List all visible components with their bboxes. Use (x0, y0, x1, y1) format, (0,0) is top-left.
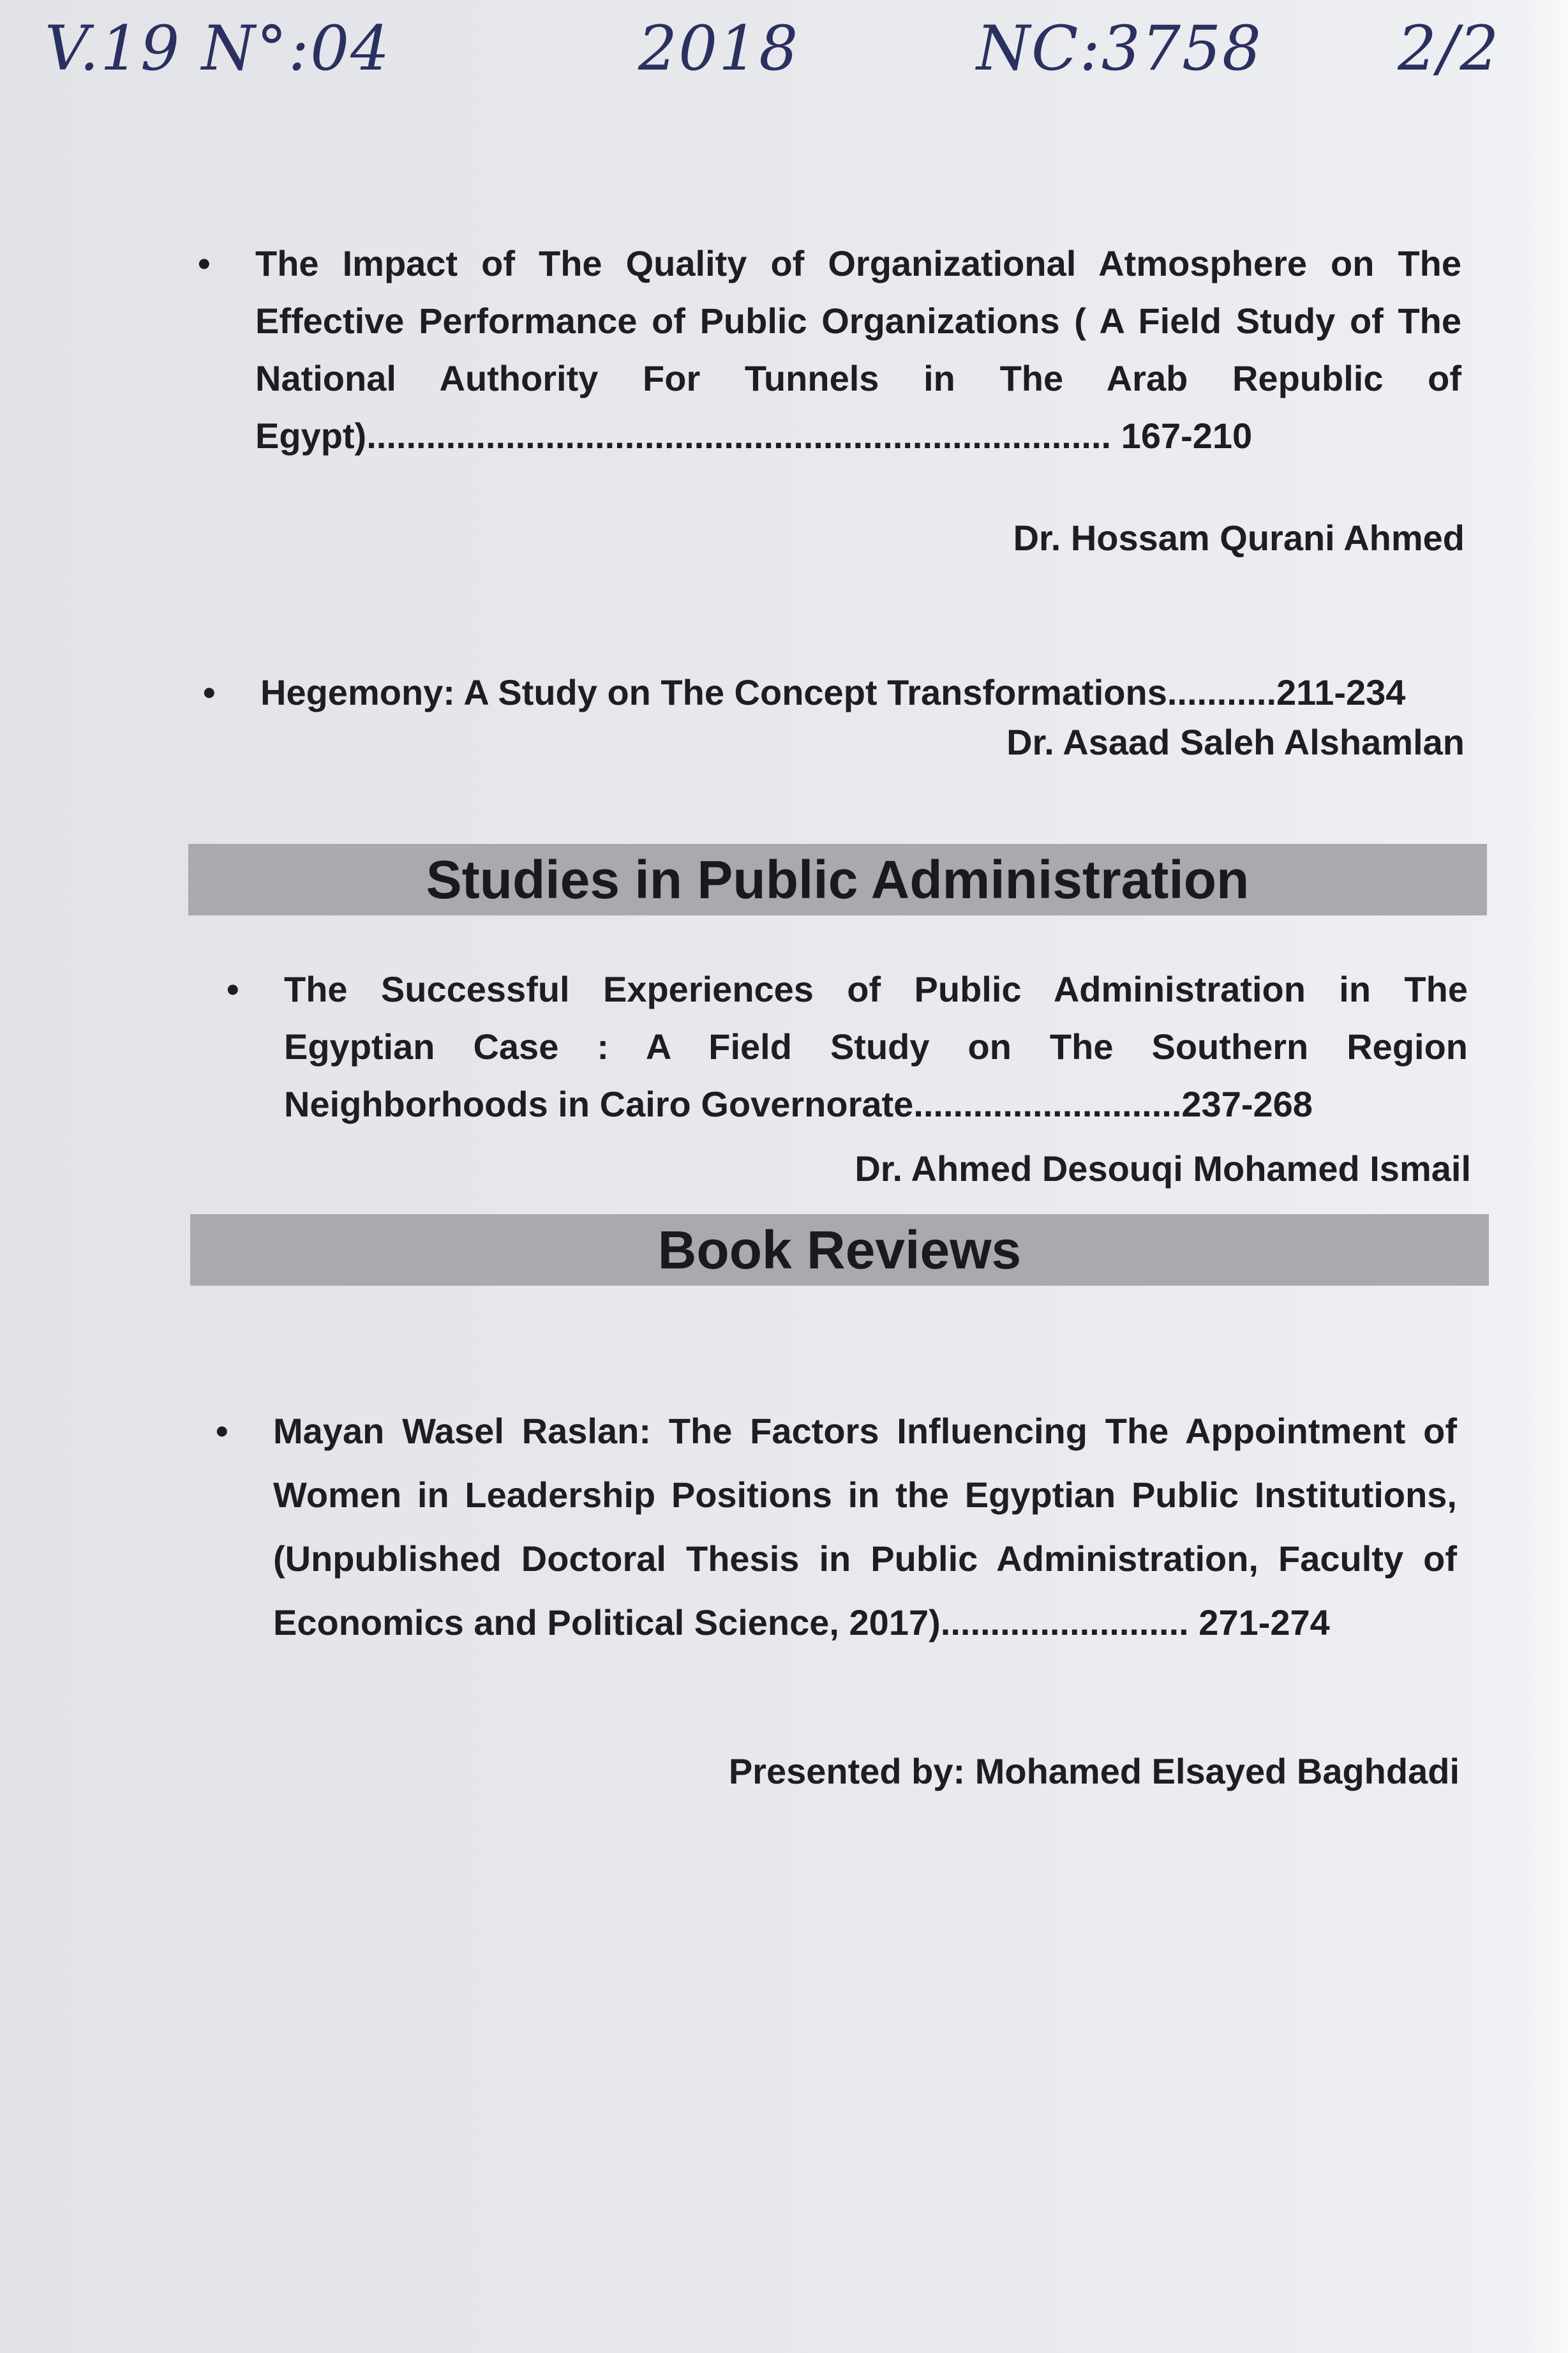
toc-entry-book-review (216, 1399, 1457, 1655)
entry-author: Dr. Hossam Qurani Ahmed (1013, 518, 1465, 558)
bullet-icon: • (227, 969, 239, 1009)
page-range: 211-234 (1276, 672, 1406, 712)
toc-entry-hegemony (203, 664, 1460, 721)
entry-author: Presented by: Mohamed Elsayed Baghdadi (728, 1751, 1460, 1791)
page-range: 237-268 (1181, 1084, 1313, 1124)
bullet-icon: • (216, 1411, 228, 1451)
section-header-public-administration (188, 844, 1487, 915)
entry-title-text: Neighborhoods in Cairo Governorate........................... (284, 1084, 1182, 1124)
handwritten-year: 2018 (638, 13, 800, 84)
entry-title-line (284, 1076, 1468, 1133)
handwritten-part: 2/2 (1398, 13, 1500, 84)
handwritten-volume: V.19 N°:04 (45, 13, 391, 84)
handwritten-nc: NC:3758 (976, 13, 1263, 84)
entry-title-line: Women in Leadership Positions in the Egyptian Public Institutions, (273, 1475, 1457, 1515)
toc-entry-organizational-atmosphere (198, 235, 1461, 465)
page-range: 167-210 (1121, 416, 1253, 456)
section-title: Studies in Public Administration (426, 849, 1250, 910)
page-range: 271-274 (1198, 1602, 1330, 1643)
entry-author: Dr. Ahmed Desouqi Mohamed Ismail (855, 1148, 1471, 1189)
entry-title-line: Mayan Wasel Raslan: The Factors Influencing The Appointment of (273, 1411, 1457, 1451)
entry-title-line: Egyptian Case : A Field Study on The Southern Region (284, 1026, 1468, 1067)
entry-title-line: The Impact of The Quality of Organizational Atmosphere on The (255, 243, 1461, 283)
entry-author: Dr. Asaad Saleh Alshamlan (1006, 722, 1465, 762)
bullet-icon: • (203, 672, 216, 712)
entry-title-line (273, 1591, 1457, 1655)
section-header-book-reviews (190, 1214, 1489, 1286)
page-edge (1523, 0, 1568, 2353)
entry-title-text: Economics and Political Science, 2017)......................... (273, 1602, 1189, 1643)
entry-title-line: National Authority For Tunnels in The Arab Republic of (255, 358, 1461, 398)
entry-title-line: The Successful Experiences of Public Administration in The (284, 969, 1468, 1009)
entry-title-line: Effective Performance of Public Organizations ( A Field Study of The (255, 301, 1461, 341)
entry-title-text: Hegemony: A Study on The Concept Transformations........... (260, 672, 1277, 712)
entry-title-line (260, 664, 1460, 721)
entry-title-line (255, 407, 1461, 465)
section-title: Book Reviews (657, 1219, 1022, 1280)
entry-title-line: (Unpublished Doctoral Thesis in Public Administration, Faculty of (273, 1538, 1457, 1579)
bullet-icon: • (198, 243, 211, 283)
entry-title-text: Egypt)........................................................................... (255, 416, 1112, 456)
toc-entry-successful-experiences (227, 961, 1468, 1133)
